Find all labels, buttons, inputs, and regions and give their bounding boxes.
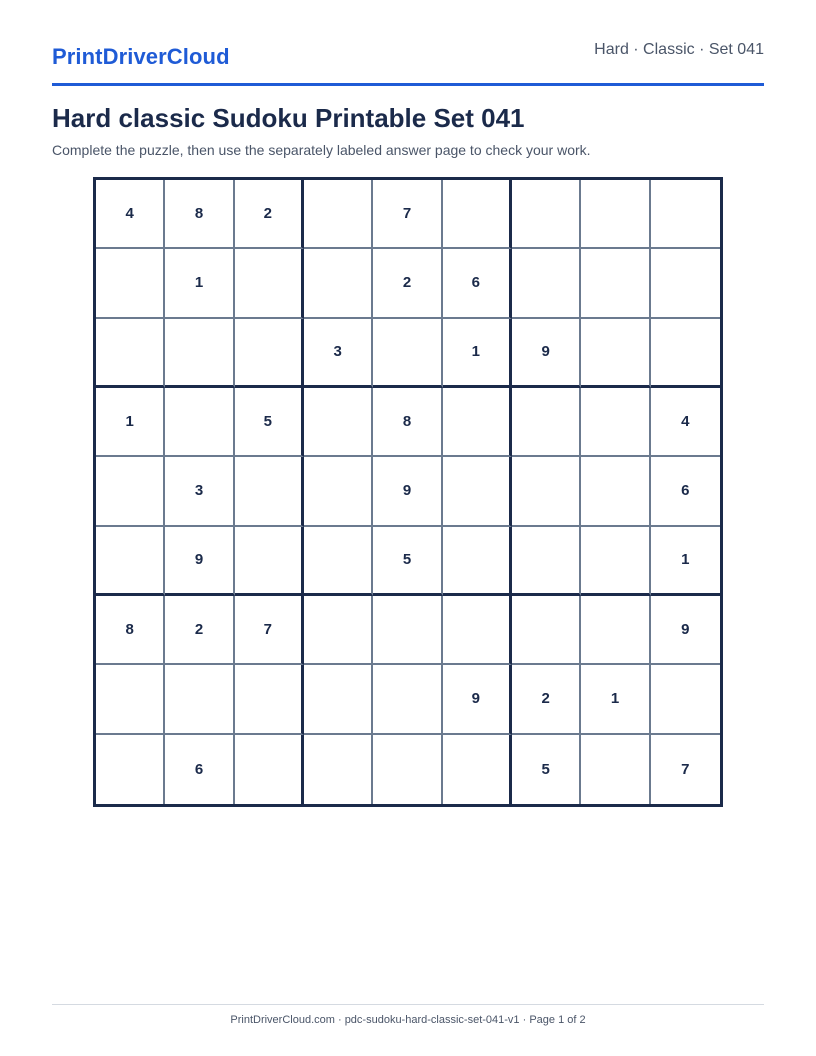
sudoku-grid (93, 177, 723, 807)
sudoku-cell[interactable] (512, 596, 581, 665)
sudoku-cell[interactable]: 7 (681, 760, 690, 778)
sudoku-cell[interactable] (165, 388, 234, 457)
sudoku-cell[interactable]: 4 (96, 180, 165, 249)
sudoku-cell[interactable]: 6 (165, 735, 234, 804)
page-subtitle: Complete the puzzle, then use the separately labeled answer page to check your work. (52, 142, 591, 158)
sudoku-cell[interactable] (235, 527, 304, 596)
sudoku-cell[interactable] (96, 735, 165, 804)
sudoku-cell[interactable] (235, 249, 304, 318)
sudoku-cell[interactable] (96, 665, 165, 734)
sudoku-cell[interactable]: 2 (512, 665, 581, 734)
sudoku-cell[interactable] (235, 735, 304, 804)
sudoku-cell[interactable] (581, 180, 650, 249)
sudoku-cell[interactable] (235, 319, 304, 388)
sudoku-cell[interactable] (304, 527, 373, 596)
sudoku-cell[interactable] (96, 527, 165, 596)
sudoku-cell[interactable] (373, 665, 442, 734)
sudoku-cell[interactable] (443, 596, 512, 665)
sudoku-cell[interactable] (651, 249, 720, 318)
sudoku-cell[interactable] (373, 319, 442, 388)
set-meta: Hard · Classic · Set 041 (594, 41, 764, 58)
page-footer: PrintDriverCloud.com · pdc-sudoku-hard-classic-set-041-v1 · Page 1 of 2 (52, 1004, 764, 1026)
sudoku-cell[interactable] (512, 249, 581, 318)
sudoku-cell[interactable] (304, 665, 373, 734)
sudoku-cell[interactable] (165, 319, 234, 388)
sudoku-cell[interactable] (304, 596, 373, 665)
page-title: Hard classic Sudoku Printable Set 041 (52, 103, 525, 133)
sudoku-cell[interactable] (96, 249, 165, 318)
sudoku-cell[interactable]: 8 (373, 388, 442, 457)
sudoku-cell[interactable]: 7 (373, 180, 442, 249)
sudoku-cell[interactable] (512, 457, 581, 526)
sudoku-cell[interactable] (581, 735, 650, 804)
sudoku-cell[interactable] (512, 388, 581, 457)
sudoku-cell[interactable]: 3 (165, 457, 234, 526)
sudoku-cell[interactable]: 1 (96, 388, 165, 457)
sudoku-cell[interactable]: 5 (235, 388, 304, 457)
sudoku-cell[interactable]: 6 (651, 457, 720, 526)
sudoku-cell[interactable]: 9 (165, 527, 234, 596)
sudoku-cell[interactable] (235, 665, 304, 734)
sudoku-cell[interactable]: 6 (443, 249, 512, 318)
sudoku-cell[interactable] (235, 457, 304, 526)
sudoku-cell[interactable] (581, 388, 650, 457)
sudoku-cell[interactable] (581, 457, 650, 526)
sudoku-cell[interactable] (651, 665, 720, 734)
sudoku-cell[interactable] (304, 180, 373, 249)
sudoku-cell[interactable] (304, 388, 373, 457)
sudoku-cell[interactable]: 4 (651, 388, 720, 457)
sudoku-cell[interactable]: 8 (96, 596, 165, 665)
sudoku-cell[interactable]: 9 (512, 319, 581, 388)
sudoku-cell[interactable] (581, 527, 650, 596)
sudoku-cell[interactable]: 1 (651, 527, 720, 596)
sudoku-cell[interactable] (581, 319, 650, 388)
sudoku-cell[interactable]: 5 (512, 735, 581, 804)
sudoku-cell[interactable] (512, 180, 581, 249)
sudoku-cell[interactable] (651, 180, 720, 249)
sudoku-cell[interactable]: 1 (581, 665, 650, 734)
sudoku-cell[interactable] (443, 735, 512, 804)
sudoku-cell[interactable] (96, 319, 165, 388)
sudoku-cell[interactable] (443, 527, 512, 596)
sudoku-cell[interactable] (581, 596, 650, 665)
page-header (52, 0, 764, 86)
sudoku-cell[interactable] (443, 388, 512, 457)
sudoku-cell[interactable]: 2 (235, 180, 304, 249)
sudoku-cell[interactable]: 2 (373, 249, 442, 318)
sudoku-cell[interactable]: 1 (443, 319, 512, 388)
sudoku-cell[interactable]: 8 (165, 180, 234, 249)
sudoku-cell[interactable]: 3 (304, 319, 373, 388)
sudoku-cell[interactable]: 9 (651, 596, 720, 665)
sudoku-cell[interactable] (304, 735, 373, 804)
sudoku-cell[interactable] (512, 527, 581, 596)
sudoku-cell[interactable] (443, 180, 512, 249)
sudoku-cell[interactable] (304, 249, 373, 318)
sudoku-cell[interactable]: 7 (235, 596, 304, 665)
sudoku-cell[interactable] (581, 249, 650, 318)
sudoku-cell[interactable] (165, 665, 234, 734)
sudoku-cell[interactable] (373, 596, 442, 665)
sudoku-cell[interactable] (651, 319, 720, 388)
brand-logo[interactable]: PrintDriverCloud (52, 44, 230, 69)
sudoku-cell[interactable] (373, 735, 442, 804)
sudoku-cell[interactable] (96, 457, 165, 526)
sudoku-cell[interactable]: 5 (373, 527, 442, 596)
sudoku-cell[interactable]: 9 (443, 665, 512, 734)
sudoku-cell[interactable] (304, 457, 373, 526)
sudoku-cell[interactable]: 2 (165, 596, 234, 665)
sudoku-cell[interactable] (443, 457, 512, 526)
sudoku-cell[interactable]: 9 (373, 457, 442, 526)
sudoku-cell[interactable]: 1 (165, 249, 234, 318)
